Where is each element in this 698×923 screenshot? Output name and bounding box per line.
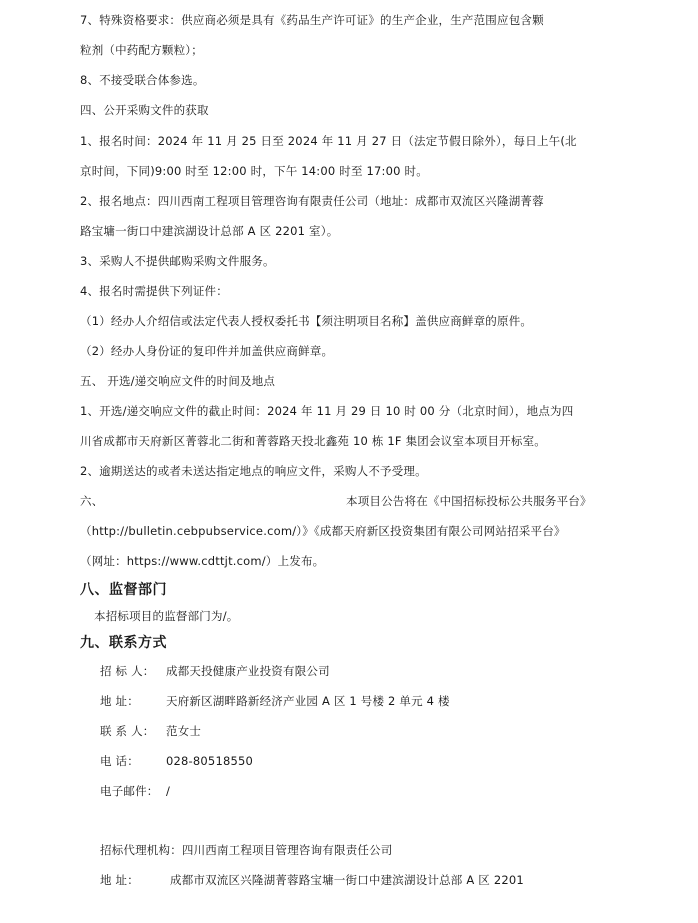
registration-place: 2、报名地点：四川西南工程项目管理咨询有限责任公司（地址：成都市双流区兴隆湖菁蓉 [80, 194, 544, 208]
contact-value: 范女士 [166, 724, 202, 738]
agency-address-label: 地 址： [100, 873, 139, 887]
required-documents: 4、报名时需提供下列证件： [80, 284, 228, 298]
registration-time-cont: 京时间，下同)9:00 时至 12:00 时，下午 14:00 时至 17:00 时。 [80, 164, 428, 178]
agency-label: 招标代理机构： [100, 843, 182, 857]
required-document-2: （2）经办人身份证的复印件并加盖供应商鲜章。 [80, 344, 334, 358]
section-9-heading: 九、联系方式 [80, 635, 167, 651]
contact-address [100, 693, 450, 709]
contact-agency [100, 842, 393, 858]
address-value: 天府新区湖畔路新经济产业园 A 区 1 号楼 2 单元 4 楼 [166, 694, 450, 708]
phone-value: 028-80518550 [166, 754, 254, 768]
registration-place-cont: 路宝墉一街口中建滨湖设计总部 A 区 2201 室）。 [80, 224, 339, 238]
tenderer-value: 成都天投健康产业投资有限公司 [166, 664, 330, 678]
required-document-1: （1）经办人介绍信或法定代表人授权委托书【须注明项目名称】盖供应商鲜章的原件。 [80, 314, 533, 328]
agency-value: 四川西南工程项目管理咨询有限责任公司 [181, 843, 393, 857]
section-5-title: 五、 开选/递交响应文件的时间及地点 [80, 374, 276, 388]
agency-address-value: 成都市双流区兴隆湖菁蓉路宝墉一街口中建滨湖设计总部 A 区 2201 [170, 873, 524, 887]
tenderer-label: 招 标 人： [100, 664, 155, 678]
qualification-line-7: 7、特殊资格要求：供应商必须是具有《药品生产许可证》的生产企业，生产范围应包含颗 [80, 13, 544, 27]
phone-label: 电 话： [100, 754, 139, 768]
section-6-text: 本项目公告将在《中国招标投标公共服务平台》 [346, 494, 592, 508]
submission-deadline: 1、开选/递交响应文件的截止时间：2024 年 11 月 29 日 10 时 00 分（北京时间），地点为四 [80, 404, 574, 418]
late-submission-note: 2、逾期送达的或者未送达指定地点的响应文件，采购人不予受理。 [80, 464, 427, 478]
supervision-text: 本招标项目的监督部门为/。 [94, 609, 239, 623]
contact-agency-address [100, 872, 524, 888]
contact-person [100, 723, 201, 739]
email-label: 电子邮件： [100, 784, 159, 798]
contact-tenderer [100, 663, 330, 679]
no-mail-service: 3、采购人不提供邮购采购文件服务。 [80, 254, 275, 268]
section-6-platforms: （http://bulletin.cebpubservice.com/）》《成都天府新区投资集团有限公司网站招采平台》 [80, 524, 566, 538]
address-label: 地 址： [100, 694, 139, 708]
submission-deadline-cont: 川省成都市天府新区菁蓉北二街和菁蓉路天投北鑫苑 10 栋 1F 集团会议室本项目开标室。 [80, 434, 546, 448]
contact-email [100, 783, 170, 799]
section-8-heading: 八、监督部门 [80, 582, 167, 598]
contact-phone [100, 753, 253, 769]
email-value: / [166, 784, 171, 798]
contact-label: 联 系 人： [100, 724, 155, 738]
section-6-url: （网址：https://www.cdttjt.com/）上发布。 [80, 554, 325, 568]
qualification-line-7-cont: 粒剂（中药配方颗粒）； [80, 43, 203, 57]
section-4-title: 四、公开采购文件的获取 [80, 103, 209, 117]
registration-time: 1、报名时间：2024 年 11 月 25 日至 2024 年 11 月 27 日（法定节假日除外），每日上午(北 [80, 134, 577, 148]
qualification-line-8: 8、不接受联合体参选。 [80, 73, 205, 87]
section-6-number: 六、 [80, 494, 104, 508]
